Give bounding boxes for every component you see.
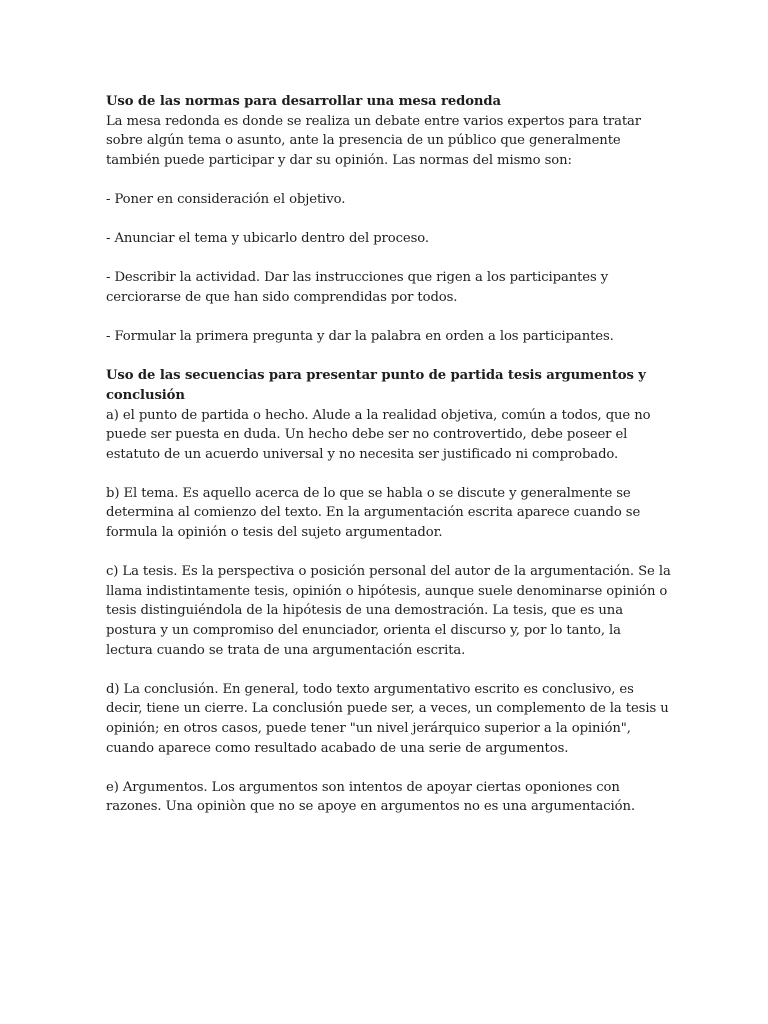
intro-paragraph: La mesa redonda es donde se realiza un debate entre varios expertos para tratar sobre algún tema o asunto, ante la presencia de un público que generalmente también puede participar y dar su opinión. Las normas del mismo son: [106,113,642,168]
document-page [106,92,671,817]
sequence-item-punto-de-partida: a) el punto de partida o hecho. Alude a la realidad objetiva, común a todos, que no puede ser puesta en duda. Un hecho debe ser no controvertido, debe poseer el estatuto de un acuerdo universal y no necesita ser justificado ni comprobado. [106,407,651,462]
sequence-item-tesis: c) La tesis. Es la perspectiva o posición personal del autor de la argumentación. Se la llama indistintamente tesis, opinión o hipótesis, aunque suele denominarse opinión o tesis distinguiéndola de la hipótesis de una demostración. La tesis, que es una postura y un compromiso del enunciador, orienta el discurso y, por lo tanto, la lectura cuando se trata de una argumentación escrita. [106,564,671,658]
sequence-item-conclusion: d) La conclusión. En general, todo texto argumentativo escrito es conclusivo, es decir, tiene un cierre. La conclusión puede ser, a veces, un complemento de la tesis u opinión; en otros casos, puede tener "un nivel jerárquico superior a la opinión", cuando aparece como resultado acabado de una serie de argumentos. [106,681,669,756]
rule-item: - Anunciar el tema y ubicarlo dentro del proceso. [106,231,429,247]
section-heading-secuencias: Uso de las secuencias para presentar punto de partida tesis argumentos y conclusión [106,368,646,403]
rule-item: - Poner en consideración el objetivo. [106,191,346,207]
sequence-item-tema: b) El tema. Es aquello acerca de lo que se habla o se discute y generalmente se determina al comienzo del texto. En la argumentación escrita aparece cuando se formula la opinión o tesis del sujeto argumentador. [106,485,641,541]
rule-item: - Formular la primera pregunta y dar la palabra en orden a los participantes. [106,329,614,345]
section-heading-mesa-redonda: Uso de las normas para desarrollar una mesa redonda [106,94,501,109]
rule-item: - Describir la actividad. Dar las instrucciones que rigen a los participantes y cerciorarse de que han sido comprendidas por todos. [106,270,609,305]
sequence-item-argumentos: e) Argumentos. Los argumentos son intentos de apoyar ciertas oponiones con razones. Una opiniòn que no se apoye en argumentos no es una argumentación. [106,779,635,815]
